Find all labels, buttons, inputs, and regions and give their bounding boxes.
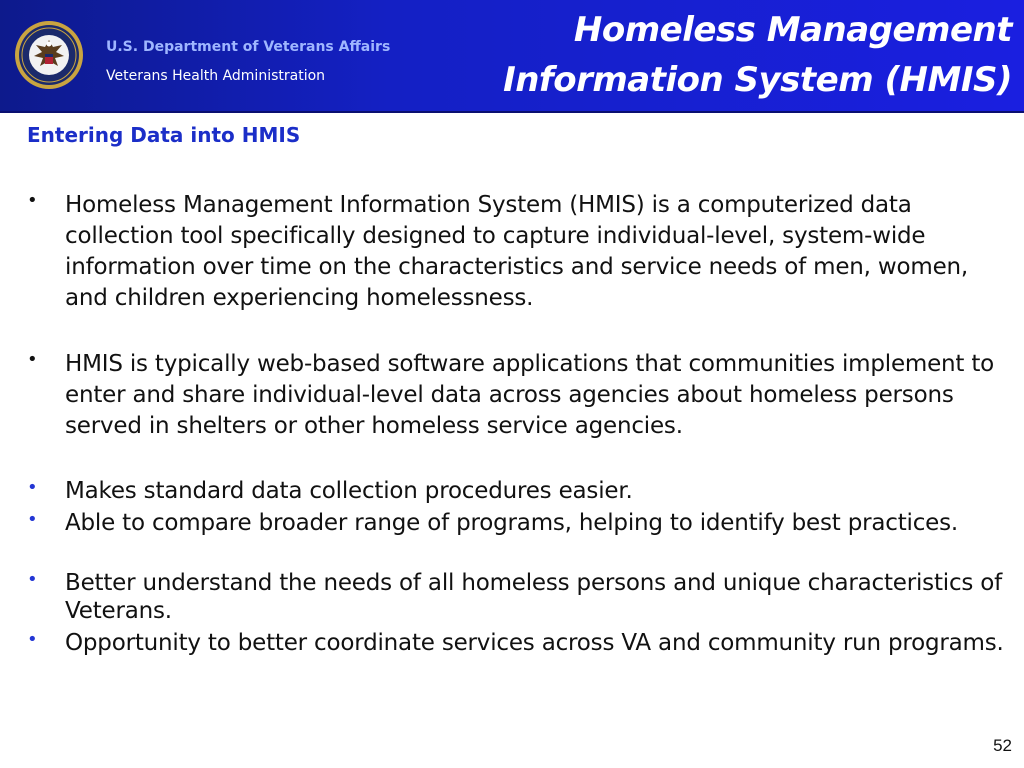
bullet-text: Makes standard data collection procedures easier.	[65, 478, 633, 504]
administration-name: Veterans Health Administration	[106, 68, 326, 84]
bullet-icon: •	[27, 477, 38, 498]
bullet-text: HMIS is typically web-based software applications that communities implement to enter and share individual-level data across agencies about homeless persons served in shelters or other homeless service agencies.	[65, 351, 995, 439]
bullet-text: Better understand the needs of all homeless persons and unique characteristics of Veterans.	[65, 570, 1003, 624]
bullet-text: Able to compare broader range of programs, helping to identify best practices.	[65, 510, 958, 536]
bullet-icon: •	[27, 509, 38, 530]
department-name: U.S. Department of Veterans Affairs	[106, 39, 391, 55]
page-number: 52	[993, 736, 1012, 755]
slide-title-line-2: Information System (HMIS)	[503, 60, 1012, 100]
bullet-icon: •	[27, 569, 38, 590]
bullet-text: Homeless Management Information System (HMIS) is a computerized data collection tool specifically designed to capture individual-level, system-wide information over time on the characteristics and service needs of men, women, and children experiencing homelessness.	[65, 192, 969, 311]
bullet-icon: •	[27, 190, 38, 211]
section-title: Entering Data into HMIS	[27, 123, 301, 147]
bullet-text: Opportunity to better coordinate services across VA and community run programs.	[65, 630, 1004, 656]
header-banner	[0, 0, 1024, 113]
bullet-icon: •	[27, 349, 38, 370]
va-seal-icon	[14, 20, 84, 90]
slide-title-line-1: Homeless Management	[573, 10, 1012, 50]
bullet-icon: •	[27, 629, 38, 650]
